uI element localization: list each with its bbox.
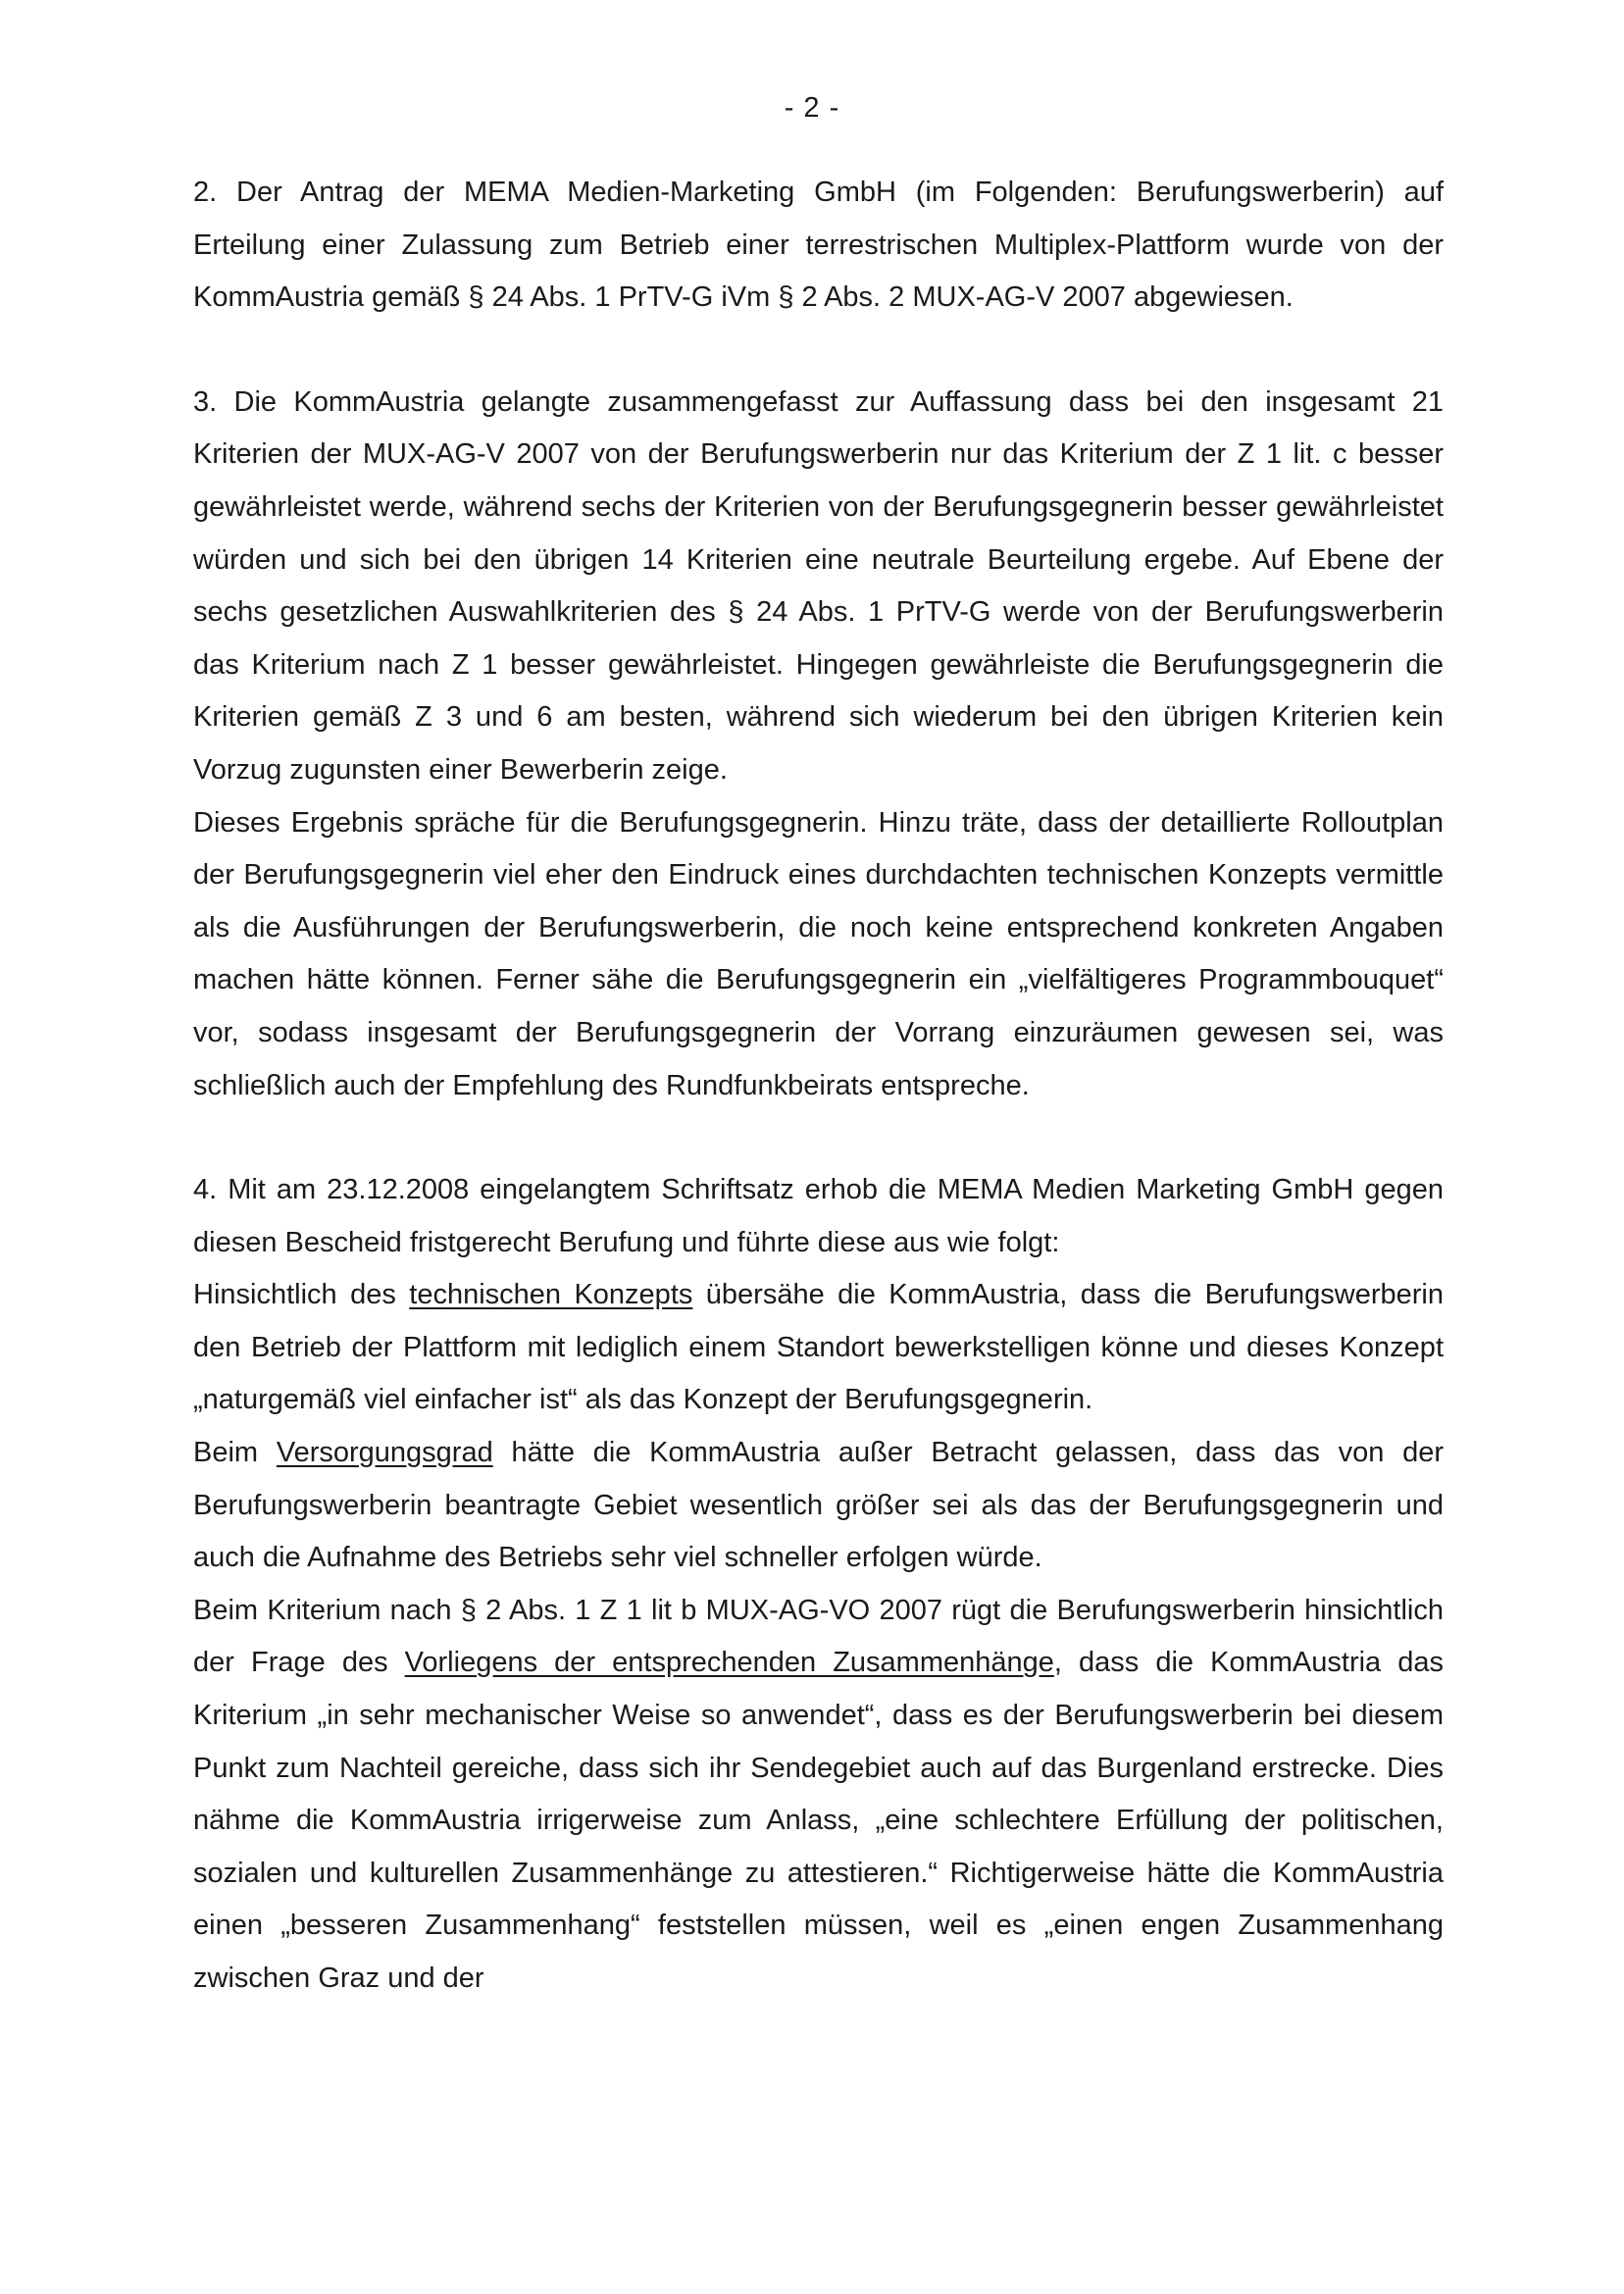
paragraph-4-intro: 4. Mit am 23.12.2008 eingelangtem Schriftsatz erhob die MEMA Medien Marketing GmbH gegen diesen Bescheid fristgerecht Berufung und führte diese aus wie folgt: [193,1174,1444,1258]
text-run: Hinsichtlich des [193,1279,410,1311]
paragraph-gap [193,1112,1444,1164]
text-run: Beim [193,1437,277,1469]
text-run: Beim Kriterium nach § 2 Abs. 1 Z 1 lit b MUX-AG-VO 2007 rügt die Berufungswerberin hinsichtlich der Frage des [193,1594,1444,1679]
text-run: , dass die KommAustria das Kriterium „in sehr mechanischer Weise so anwendet“, dass es der Berufungswerberin bei diesem Punkt zum Nachteil gereiche, dass sich ihr Sendegebiet auch auf das Burgenland erstrecke. Dies nähme die KommAustria irrigerweise zum Anlass, „eine schlechtere Erfüllung der politischen, sozialen und kulturellen Zusammenhänge zu attestieren.“ Richtigerweise hätte die KommAustria einen „besseren Zusammenhang“ feststellen müssen, weil es „einen engen Zusammenhang zwischen Graz und der [193,1647,1445,1994]
underlined-term-relations: Vorliegens der entsprechenden Zusammenhänge [404,1647,1054,1679]
page-number: - 2 - [784,92,840,124]
text-run: übersähe die KommAustria, dass die Berufungswerberin den Betrieb der Plattform mit lediglich einem Standort bewerkstelligen könne und dieses Konzept „naturgemäß viel einfacher ist“ als das Konzept der Berufungsgegnerin. [193,1279,1444,1416]
underlined-term-coverage: Versorgungsgrad [276,1437,493,1469]
paragraph-gap [193,325,1444,377]
paragraph-2: 2. Der Antrag der MEMA Medien-Marketing GmbH (im Folgenden: Berufungswerberin) auf Erteilung einer Zulassung zum Betrieb einer terrestrischen Multiplex-Plattform wurde von der KommAustria gemäß § 24 Abs. 1 PrTV-G iVm § 2 Abs. 2 MUX-AG-V 2007 abgewiesen. [193,177,1444,314]
paragraph-4-technical-concept [193,1269,1444,1427]
paragraph-4-criterion [193,1585,1444,2006]
text-run: hätte die KommAustria außer Betracht gelassen, dass das von der Berufungswerberin beantragte Gebiet wesentlich größer sei als das der Berufungsgegnerin und auch die Aufnahme des Betriebs sehr viel schneller erfolgen würde. [193,1437,1444,1574]
paragraph-4-coverage [193,1427,1444,1585]
document-body [193,167,1444,2006]
paragraph-3b: Dieses Ergebnis spräche für die Berufungsgegnerin. Hinzu träte, dass der detaillierte Rolloutplan der Berufungsgegnerin viel eher den Eindruck eines durchdachten technischen Konzepts vermittle als die Ausführungen der Berufungswerberin, die noch keine entsprechend konkreten Angaben machen hätte können. Ferner sähe die Berufungsgegnerin ein „vielfältigeres Programmbouquet“ vor, sodass insgesamt der Berufungsgegnerin der Vorrang einzuräumen gewesen sei, was schließlich auch der Empfehlung des Rundfunkbeirats entspreche. [193,806,1444,1101]
paragraph-3a: 3. Die KommAustria gelangte zusammengefasst zur Auffassung dass bei den insgesamt 21 Kriterien der MUX-AG-V 2007 von der Berufungswerberin nur das Kriterium der Z 1 lit. c besser gewährleistet werde, während sechs der Kriterien von der Berufungsgegnerin besser gewährleistet würden und sich bei den übrigen 14 Kriterien eine neutrale Beurteilung ergebe. Auf Ebene der sechs gesetzlichen Auswahlkriterien des § 24 Abs. 1 PrTV-G werde von der Berufungswerberin das Kriterium nach Z 1 besser gewährleistet. Hingegen gewährleiste die Berufungsgegnerin die Kriterien gemäß Z 3 und 6 am besten, während sich wiederum bei den übrigen Kriterien kein Vorzug zugunsten einer Bewerberin zeige. [193,385,1444,786]
underlined-term-technical-concept: technischen Konzepts [409,1279,693,1311]
